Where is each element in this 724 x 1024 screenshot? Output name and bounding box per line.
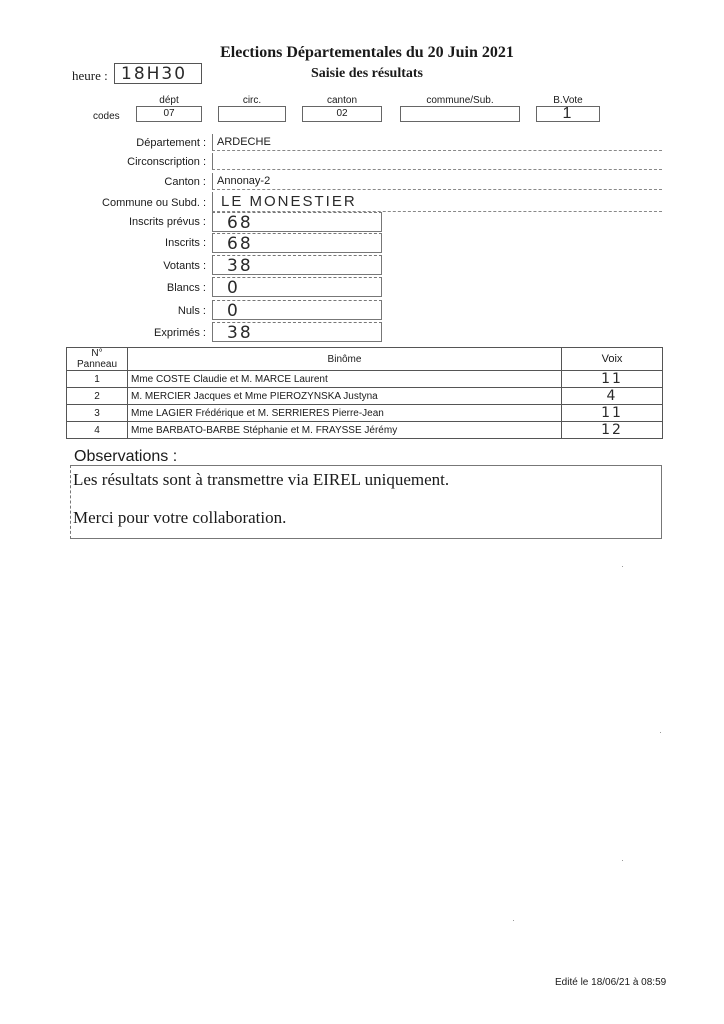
- row-binome: M. MERCIER Jacques et Mme PIEROZYNSKA Justyna: [128, 388, 562, 405]
- circonscription-field: [212, 153, 662, 170]
- row-voix: 11: [562, 371, 663, 388]
- code-head-circ: circ.: [242, 95, 262, 106]
- observations-box: [70, 465, 662, 539]
- table-row: [67, 422, 663, 439]
- row-panneau: 1: [67, 371, 128, 388]
- commune-field: LE MONESTIER: [212, 192, 662, 212]
- row-binome: Mme COSTE Claudie et M. MARCE Laurent: [128, 371, 562, 388]
- inscrits-prevus-label: Inscrits prévus :: [128, 216, 206, 228]
- results-table: [66, 347, 663, 439]
- departement-field: ARDECHE: [212, 134, 662, 151]
- departement-label: Département :: [136, 137, 206, 149]
- code-bvote-field: 1: [536, 106, 600, 122]
- table-row: [67, 371, 663, 388]
- table-row: [67, 388, 663, 405]
- code-circ-field: [218, 106, 286, 122]
- header-voix: Voix: [562, 348, 663, 371]
- votants-label: Votants :: [163, 260, 206, 272]
- row-panneau: 2: [67, 388, 128, 405]
- nuls-field: 0: [212, 300, 382, 320]
- header-panneau: N° Panneau: [67, 348, 128, 371]
- observations-line-1: Les résultats sont à transmettre via EIREL uniquement.: [73, 470, 450, 489]
- scan-speck: [660, 732, 661, 733]
- blancs-label: Blancs :: [166, 282, 206, 294]
- canton-field: Annonay-2: [212, 173, 662, 190]
- exprimes-label: Exprimés :: [154, 327, 206, 339]
- heure-label: heure :: [72, 68, 108, 83]
- row-binome: Mme LAGIER Frédérique et M. SERRIERES Pierre-Jean: [128, 405, 562, 422]
- observations-title: Observations :: [74, 448, 178, 465]
- code-canton-field: 02: [302, 106, 382, 122]
- row-voix: 4: [562, 388, 663, 405]
- circonscription-label: Circonscription :: [127, 156, 206, 168]
- canton-label: Canton :: [164, 176, 206, 188]
- observations-line-2: Merci pour votre collaboration.: [73, 508, 287, 527]
- row-voix: 12: [562, 422, 663, 439]
- row-panneau: 4: [67, 422, 128, 439]
- code-commune-field: [400, 106, 520, 122]
- heure-field: 18H30: [114, 63, 202, 84]
- row-binome: Mme BARBATO-BARBE Stéphanie et M. FRAYSSE Jérémy: [128, 422, 562, 439]
- code-head-bvote: B.Vote: [553, 95, 583, 106]
- code-head-dept: dépt: [159, 95, 179, 106]
- votants-field: 38: [212, 255, 382, 275]
- scan-speck: [622, 860, 623, 861]
- inscrits-label: Inscrits :: [165, 237, 206, 249]
- document-title: Elections Départementales du 20 Juin 2021: [220, 44, 514, 61]
- scan-speck: [622, 566, 623, 567]
- results-header-row: [67, 348, 663, 371]
- nuls-label: Nuls :: [177, 305, 206, 317]
- row-panneau: 3: [67, 405, 128, 422]
- header-binome: Binôme: [128, 348, 562, 371]
- inscrits-prevus-field: 68: [212, 212, 382, 232]
- inscrits-field: 68: [212, 233, 382, 253]
- exprimes-field: 38: [212, 322, 382, 342]
- blancs-field: 0: [212, 277, 382, 297]
- codes-label: codes: [93, 111, 120, 122]
- code-head-commune: commune/Sub.: [426, 95, 494, 106]
- code-dept-field: 07: [136, 106, 202, 122]
- scan-speck: [513, 920, 514, 921]
- document-subtitle: Saisie des résultats: [311, 66, 423, 81]
- table-row: [67, 405, 663, 422]
- edited-timestamp: Edité le 18/06/21 à 08:59: [555, 977, 667, 988]
- row-voix: 11: [562, 405, 663, 422]
- code-head-canton: canton: [326, 95, 358, 106]
- commune-label: Commune ou Subd. :: [102, 197, 206, 209]
